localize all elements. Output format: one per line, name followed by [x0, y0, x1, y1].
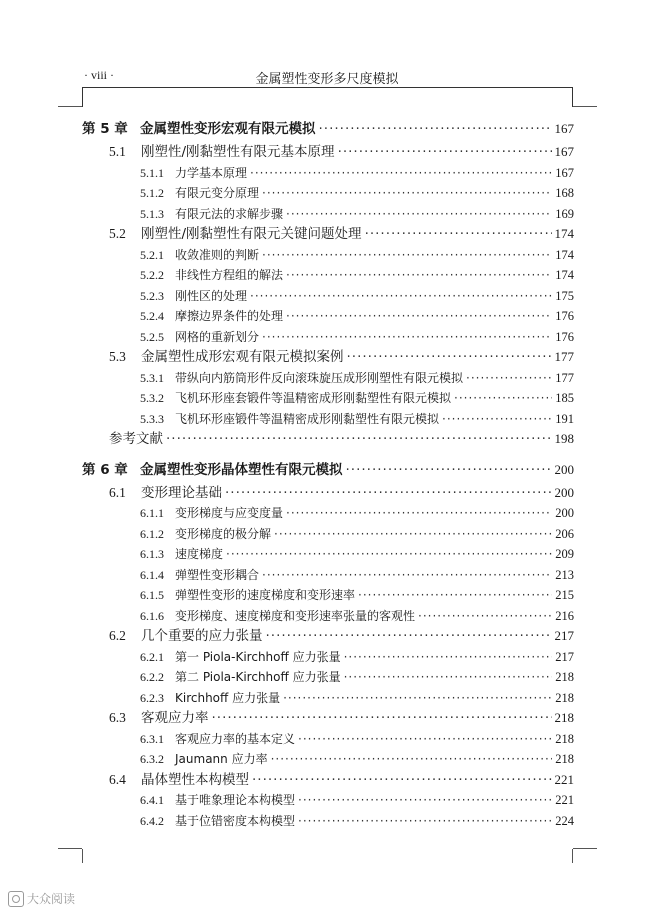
dot-leader	[418, 606, 552, 627]
toc-entry-page: 176	[555, 309, 574, 323]
dot-leader	[286, 204, 552, 225]
dot-leader	[358, 585, 552, 606]
toc-entry-page: 213	[555, 567, 574, 582]
toc-entry-page: 216	[555, 608, 574, 623]
toc-entry-page: 224	[555, 813, 574, 828]
toc-sub-row	[82, 183, 574, 204]
toc-entry-page: 200	[555, 506, 574, 520]
toc-entry-title: 变形梯度与应变度量	[175, 506, 284, 520]
toc-entry-title: 基于位错密度本构模型	[175, 813, 296, 828]
toc-entry-title: 速度梯度	[175, 547, 224, 561]
toc-section-row	[82, 770, 574, 791]
toc-entry-page: 174	[554, 226, 574, 241]
toc-entry-title: Jaumann 应力率	[175, 752, 268, 766]
toc-entry-title: 第二 Piola-Kirchhoff 应力张量	[175, 670, 341, 684]
toc-entry-page: 209	[555, 547, 574, 561]
toc-sub-row	[82, 327, 574, 348]
toc-entry-page: 198	[554, 431, 574, 446]
toc-section-row	[82, 142, 574, 163]
toc-entry-number: 6.2.3	[140, 690, 164, 705]
dot-leader	[262, 183, 552, 204]
watermark-logo-icon	[8, 891, 24, 907]
toc-entry-page: 217	[554, 628, 574, 643]
toc-entry-title: 基于唯象理论本构模型	[175, 793, 296, 807]
watermark	[8, 890, 75, 907]
toc-entry-number: 6.3	[109, 710, 126, 725]
crop-tick	[58, 848, 82, 849]
toc-entry-title: 非线性方程组的解法	[175, 268, 284, 282]
dot-leader	[344, 667, 553, 688]
toc-sub-row	[82, 306, 574, 327]
toc-entry-title: 摩擦边界条件的处理	[175, 309, 284, 323]
crop-mark-left	[82, 87, 83, 107]
toc-sub-row	[82, 368, 574, 389]
dot-leader	[298, 790, 552, 811]
toc-section-row	[82, 347, 574, 368]
toc-entry-number: 5.2	[109, 226, 126, 241]
dot-leader	[262, 245, 552, 266]
dot-leader	[338, 142, 552, 163]
toc-sub-row	[82, 503, 574, 524]
dot-leader	[286, 306, 552, 327]
toc-section-row	[82, 224, 574, 245]
toc-sub-row	[82, 729, 574, 750]
dot-leader	[344, 647, 553, 668]
toc-section-row	[82, 708, 574, 729]
toc-entry-page: 200	[554, 484, 574, 500]
dot-leader	[298, 729, 552, 750]
toc-entry-page: 218	[555, 731, 574, 746]
toc-entry-page: 218	[554, 710, 574, 725]
toc-entry-number: 5.2.4	[140, 309, 164, 323]
toc-entry-number: 5.2.5	[140, 329, 164, 344]
dot-leader	[166, 429, 552, 450]
dot-leader	[262, 327, 552, 348]
toc-entry-title: 刚塑性/刚黏塑性有限元关键问题处理	[141, 226, 362, 242]
toc-entry-page: 169	[555, 206, 574, 221]
toc-entry-title: 变形梯度的极分解	[175, 526, 272, 541]
toc-sub-row	[82, 265, 574, 286]
toc-sub-row	[82, 606, 574, 627]
toc-entry-page: 177	[555, 370, 574, 385]
toc-entry-page: 218	[555, 670, 574, 684]
dot-leader	[250, 163, 552, 184]
toc-entry-title: 客观应力率的基本定义	[175, 731, 296, 746]
toc-entry-page: 174	[555, 268, 574, 282]
toc-entry-title: 第一 Piola-Kirchhoff 应力张量	[175, 649, 341, 664]
dot-leader	[454, 388, 552, 409]
dot-leader	[283, 688, 552, 709]
toc-entry-number: 6.1.4	[140, 567, 164, 582]
toc-entry-page: 215	[555, 588, 574, 602]
crop-tick	[573, 106, 597, 107]
toc-entry-title: 客观应力率	[141, 710, 209, 726]
dot-leader	[262, 565, 552, 586]
dot-leader	[252, 770, 552, 791]
dot-leader	[226, 544, 552, 565]
toc-entry-number: 5.1.2	[140, 186, 164, 200]
toc-sub-row	[82, 811, 574, 832]
dot-leader	[442, 409, 552, 430]
toc-entry-page: 168	[555, 186, 574, 200]
dot-leader	[286, 503, 552, 524]
crop-tick	[572, 849, 573, 863]
toc-entry-number: 6.2.1	[140, 649, 164, 664]
toc-sub-row	[82, 409, 574, 430]
toc-entry-page: 167	[554, 121, 574, 136]
toc-chapter-row	[82, 456, 574, 483]
page-number: · viii ·	[84, 68, 114, 82]
toc-refs-row	[82, 429, 574, 450]
dot-leader	[225, 483, 552, 504]
toc-entry-title: 金属塑性成形宏观有限元模拟案例	[141, 349, 344, 365]
header-rule	[82, 87, 573, 88]
dot-leader	[266, 626, 552, 647]
dot-leader	[286, 265, 552, 286]
toc-entry-number: 5.1	[109, 144, 126, 159]
crop-tick	[58, 106, 82, 107]
dot-leader	[250, 286, 552, 307]
crop-tick	[573, 848, 597, 849]
toc-entry-number: 6.1.1	[140, 506, 164, 520]
toc-entry-page: 217	[555, 649, 574, 664]
toc-sub-row	[82, 204, 574, 225]
toc-entry-page: 167	[554, 144, 574, 159]
toc-entry-number: 5.2.2	[140, 268, 164, 282]
toc-entry-title: 收敛准则的判断	[175, 247, 260, 262]
toc-entry-number: 5.1.3	[140, 206, 164, 221]
toc-entry-page: 221	[555, 793, 574, 807]
toc-entry-title: 网格的重新划分	[175, 329, 260, 344]
toc-entry-title: 刚塑性/刚黏塑性有限元基本原理	[141, 144, 335, 160]
toc-sub-row	[82, 790, 574, 811]
toc-entry-title: 变形梯度、速度梯度和变形速率张量的客观性	[175, 608, 416, 623]
toc-entry-page: 175	[555, 288, 574, 303]
toc-sub-row	[82, 388, 574, 409]
toc-entry-title: 有限元法的求解步骤	[175, 206, 284, 221]
table-of-contents	[82, 115, 574, 831]
toc-entry-number: 6.3.1	[140, 731, 164, 746]
toc-entry-title: 飞机环形座锻件等温精密成形刚黏塑性有限元模拟	[175, 411, 440, 426]
toc-entry-number: 第 6 章	[82, 461, 128, 478]
toc-entry-number: 6.1.6	[140, 608, 164, 623]
toc-entry-page: 185	[555, 391, 574, 405]
toc-entry-title: 有限元变分原理	[175, 186, 260, 200]
crop-tick	[82, 849, 83, 863]
toc-entry-title: 金属塑性变形宏观有限元模拟	[140, 121, 316, 137]
toc-entry-number: 5.2.3	[140, 288, 164, 303]
toc-entry-number: 5.3.2	[140, 391, 164, 405]
running-header	[0, 68, 654, 88]
toc-sub-row	[82, 544, 574, 565]
toc-sub-row	[82, 163, 574, 184]
toc-entry-page: 200	[554, 461, 574, 477]
crop-mark-right	[572, 87, 573, 107]
toc-entry-number: 6.1.3	[140, 547, 164, 561]
toc-entry-page: 206	[555, 526, 574, 541]
toc-entry-page: 191	[555, 411, 574, 426]
toc-section-row	[82, 483, 574, 504]
toc-entry-title: 力学基本原理	[175, 165, 248, 180]
toc-entry-number: 6.1.5	[140, 588, 164, 602]
toc-sub-row	[82, 245, 574, 266]
toc-sub-row	[82, 565, 574, 586]
toc-entry-title: 金属塑性变形晶体塑性有限元模拟	[140, 461, 343, 478]
toc-entry-page: 176	[555, 329, 574, 344]
toc-entry-title: Kirchhoff 应力张量	[175, 690, 281, 705]
toc-entry-title: 几个重要的应力张量	[141, 628, 263, 644]
toc-entry-page: 167	[555, 165, 574, 180]
toc-sub-row	[82, 688, 574, 709]
toc-section-row	[82, 626, 574, 647]
toc-entry-title: 变形理论基础	[141, 484, 222, 501]
toc-entry-page: 218	[555, 752, 574, 766]
toc-entry-number: 6.2	[109, 628, 126, 643]
toc-entry-title: 晶体塑性本构模型	[141, 771, 249, 788]
dot-leader	[274, 524, 552, 545]
toc-entry-title: 弹塑性变形耦合	[175, 567, 260, 582]
toc-entry-number: 6.3.2	[140, 752, 164, 766]
toc-entry-number: 第 5 章	[82, 121, 128, 137]
dot-leader	[319, 116, 552, 143]
toc-entry-number: 5.3	[109, 349, 126, 364]
toc-entry-number: 6.1	[109, 484, 126, 500]
toc-entry-title: 飞机环形座套锻件等温精密成形刚黏塑性有限元模拟	[175, 391, 452, 405]
dot-leader	[346, 457, 552, 484]
toc-entry-page: 177	[554, 349, 574, 364]
toc-entry-page: 174	[555, 247, 574, 262]
toc-entry-number: 5.1.1	[140, 165, 164, 180]
toc-entry-page: 221	[554, 771, 574, 787]
toc-entry-number: 6.1.2	[140, 526, 164, 541]
toc-sub-row	[82, 667, 574, 688]
toc-entry-title: 刚性区的处理	[175, 288, 248, 303]
dot-leader	[365, 224, 552, 245]
dot-leader	[271, 749, 553, 770]
toc-entry-number: 6.4.2	[140, 813, 164, 828]
toc-entry-title: 弹塑性变形的速度梯度和变形速率	[175, 588, 356, 602]
toc-entry-number: 5.3.3	[140, 411, 164, 426]
toc-entry-number: 5.3.1	[140, 370, 164, 385]
toc-entry-number: 5.2.1	[140, 247, 164, 262]
toc-entry-number: 6.2.2	[140, 670, 164, 684]
toc-entry-number: 6.4	[109, 771, 126, 787]
toc-entry-title: 参考文献	[109, 431, 163, 447]
toc-sub-row	[82, 585, 574, 606]
dot-leader	[347, 347, 552, 368]
toc-entry-title: 带纵向内筋筒形件反向滚珠旋压成形刚塑性有限元模拟	[175, 370, 464, 385]
dot-leader	[212, 708, 552, 729]
toc-sub-row	[82, 647, 574, 668]
toc-chapter-row	[82, 115, 574, 142]
watermark-text: 大众阅读	[27, 892, 76, 906]
toc-sub-row	[82, 286, 574, 307]
book-title: 金属塑性变形多尺度模拟	[255, 72, 399, 87]
toc-sub-row	[82, 524, 574, 545]
toc-entry-number: 6.4.1	[140, 793, 164, 807]
toc-sub-row	[82, 749, 574, 770]
dot-leader	[298, 811, 552, 832]
dot-leader	[466, 368, 552, 389]
toc-entry-page: 218	[555, 690, 574, 705]
